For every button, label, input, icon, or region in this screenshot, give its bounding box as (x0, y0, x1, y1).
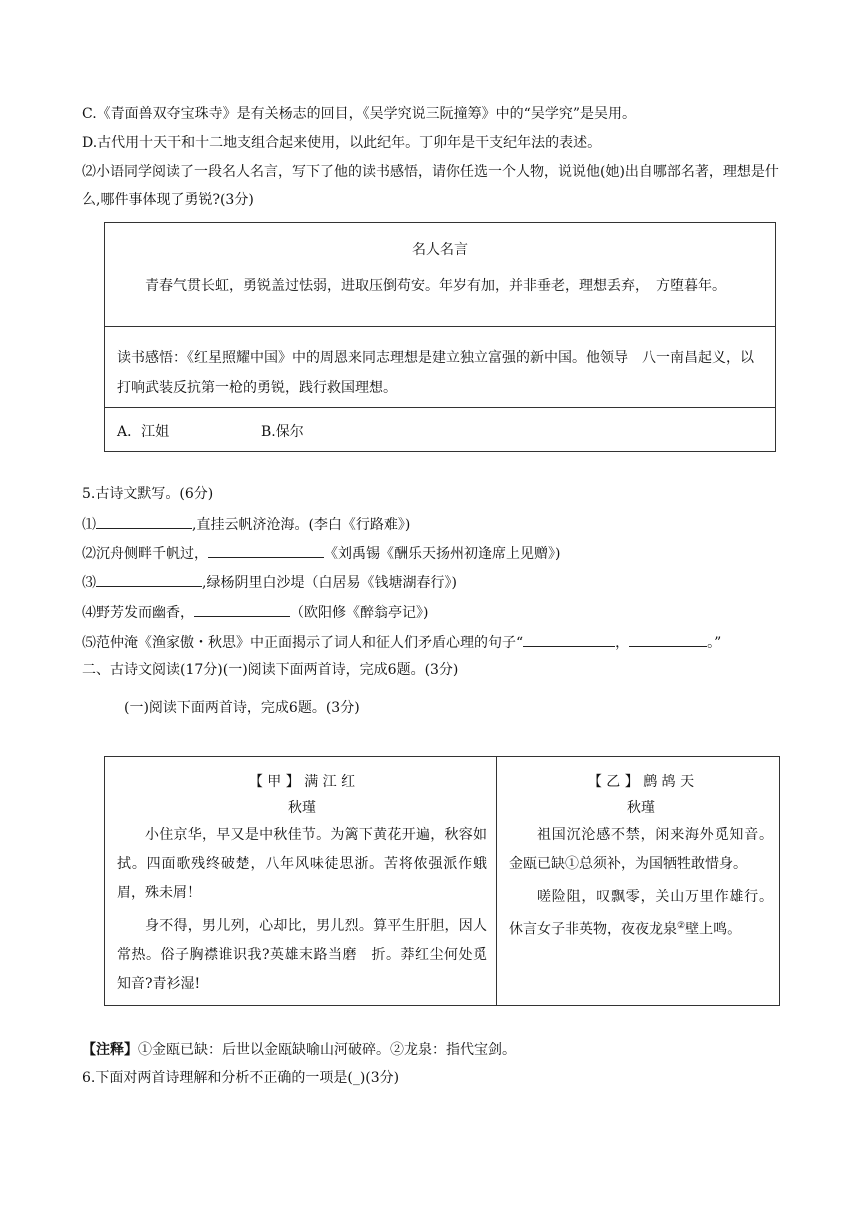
section-2-heading: 二、古诗文阅读(17分)(一)阅读下面两首诗，完成6题。(3分) (82, 662, 459, 678)
divider (105, 407, 775, 408)
fill-blank[interactable] (629, 632, 707, 647)
item-source: 《刘禹锡《酬乐天扬州初逢席上见赠》) (324, 546, 561, 562)
poem-b-stanza-2 (509, 883, 773, 945)
q5-heading: 5.古诗文默写。(6分) (82, 486, 214, 502)
item-comma: ， (615, 635, 630, 651)
fill-blank[interactable] (208, 543, 324, 558)
poems-table (104, 756, 780, 1006)
poem-b (509, 769, 773, 945)
item-source: （欧阳修《醉翁亭记》) (290, 605, 429, 621)
poem-a (117, 769, 487, 999)
q5-item-2 (82, 543, 560, 564)
poem-a-title: 【 甲 】 满 江 红 (248, 774, 356, 790)
item-text: ⑷野芳发而幽香， (82, 605, 194, 621)
item-source: ,直挂云帆济沧海。(李白《行路难》) (192, 517, 411, 533)
quote-title: 名人名言 (412, 242, 468, 258)
q5-item-3 (82, 572, 457, 593)
item-number: ⑶ (82, 575, 96, 591)
divider (496, 757, 497, 1005)
q5-item-4 (82, 602, 428, 623)
poem-b-author: 秋瑾 (627, 800, 655, 816)
notes (82, 1040, 516, 1060)
divider (105, 326, 775, 327)
q6-score: (3分) (365, 1070, 400, 1086)
notes-label: 【注释】 (82, 1042, 138, 1058)
q5-item-1 (82, 514, 410, 535)
fill-blank[interactable] (523, 632, 615, 647)
fill-blank[interactable] (96, 514, 192, 529)
question-6 (82, 1068, 399, 1088)
poem-a-stanza-1: 小住京华，早又是中秋佳节。为篱下黄花开遍，秋容如拭。四面歌残终破楚，八年风味徒思浙。苦将侬强派作蛾眉，殊未屑！ (117, 827, 487, 901)
section-2-sub: (一)阅读下面两首诗，完成6题。(3分) (124, 700, 360, 716)
option-d: D.古代用十天干和十二地支组合起来使用，以此纪年。丁卯年是干支纪年法的表述。 (82, 135, 602, 151)
item-source: ,绿杨阴里白沙堤（白居易《钱塘湖春行》) (202, 575, 457, 591)
poem-a-author: 秋瑾 (288, 800, 316, 816)
option-a-jiangjie[interactable]: A．江姐 (117, 424, 170, 440)
poem-a-stanza-2: 身不得，男儿列，心却比，男儿烈。算平生肝胆，因人常热。俗子胸襟谁识我?英雄末路当磨 折。莽红尘何处觅知音?青衫湿! (117, 918, 487, 992)
item-text: ⑵沉舟侧畔千帆过， (82, 546, 208, 562)
notes-text: ①金瓯已缺：后世以金瓯缺喻山河破碎。②龙泉：指代宝剑。 (138, 1042, 516, 1058)
item-number: ⑴ (82, 517, 96, 533)
fill-blank[interactable] (194, 602, 290, 617)
quote-text: 青春气贯长虹，勇锐盖过怯弱，进取压倒苟安。年岁有加，并非垂老，理想丢弃， 方堕暮年。 (145, 278, 726, 294)
reading-note: 读书感悟：《红星照耀中国》中的周恩来同志理想是建立独立富强的新中国。他领导 八一南昌起义，以打响武装反抗第一枪的勇锐，践行救国理想。 (117, 350, 754, 396)
stanza-text: 嗟险阻，叹飘零，关山万里作雄行。休言女子非英物，夜夜龙泉 (509, 889, 773, 938)
poem-b-title: 【 乙 】 鹧 鸪 天 (587, 774, 695, 790)
option-b-baoer[interactable]: B.保尔 (261, 424, 304, 440)
item-end: 。” (707, 635, 722, 651)
options-row (117, 421, 304, 441)
fill-blank[interactable] (96, 572, 202, 587)
answer-blank[interactable]: (_) (347, 1070, 366, 1086)
q6-text: 6.下面对两首诗理解和分析不正确的一项是 (82, 1070, 348, 1086)
stanza-text: 壁上鸣。 (685, 921, 742, 938)
item-text: ⑸范仲淹《渔家傲・秋思》中正面揭示了词人和征人们矛盾心理的句子“ (82, 635, 524, 651)
q5-item-5 (82, 632, 721, 653)
poem-b-stanza-1: 祖国沉沦感不禁，闲来海外觅知音。金瓯已缺①总须补，为国牺牲敢惜身。 (509, 827, 773, 872)
quote-box (104, 222, 776, 452)
option-c: C.《青面兽双夺宝珠寺》是有关杨志的回目，《吴学究说三阮撞筹》中的“吴学究”是吴用。 (82, 106, 636, 122)
question-2: ⑵小语同学阅读了一段名人名言，写下了他的读书感悟，请你任选一个人物，说说他(她)出自哪部名著，理想是什么,哪件事体现了勇锐?(3分) (82, 164, 779, 208)
footnote-mark: ② (677, 921, 686, 931)
